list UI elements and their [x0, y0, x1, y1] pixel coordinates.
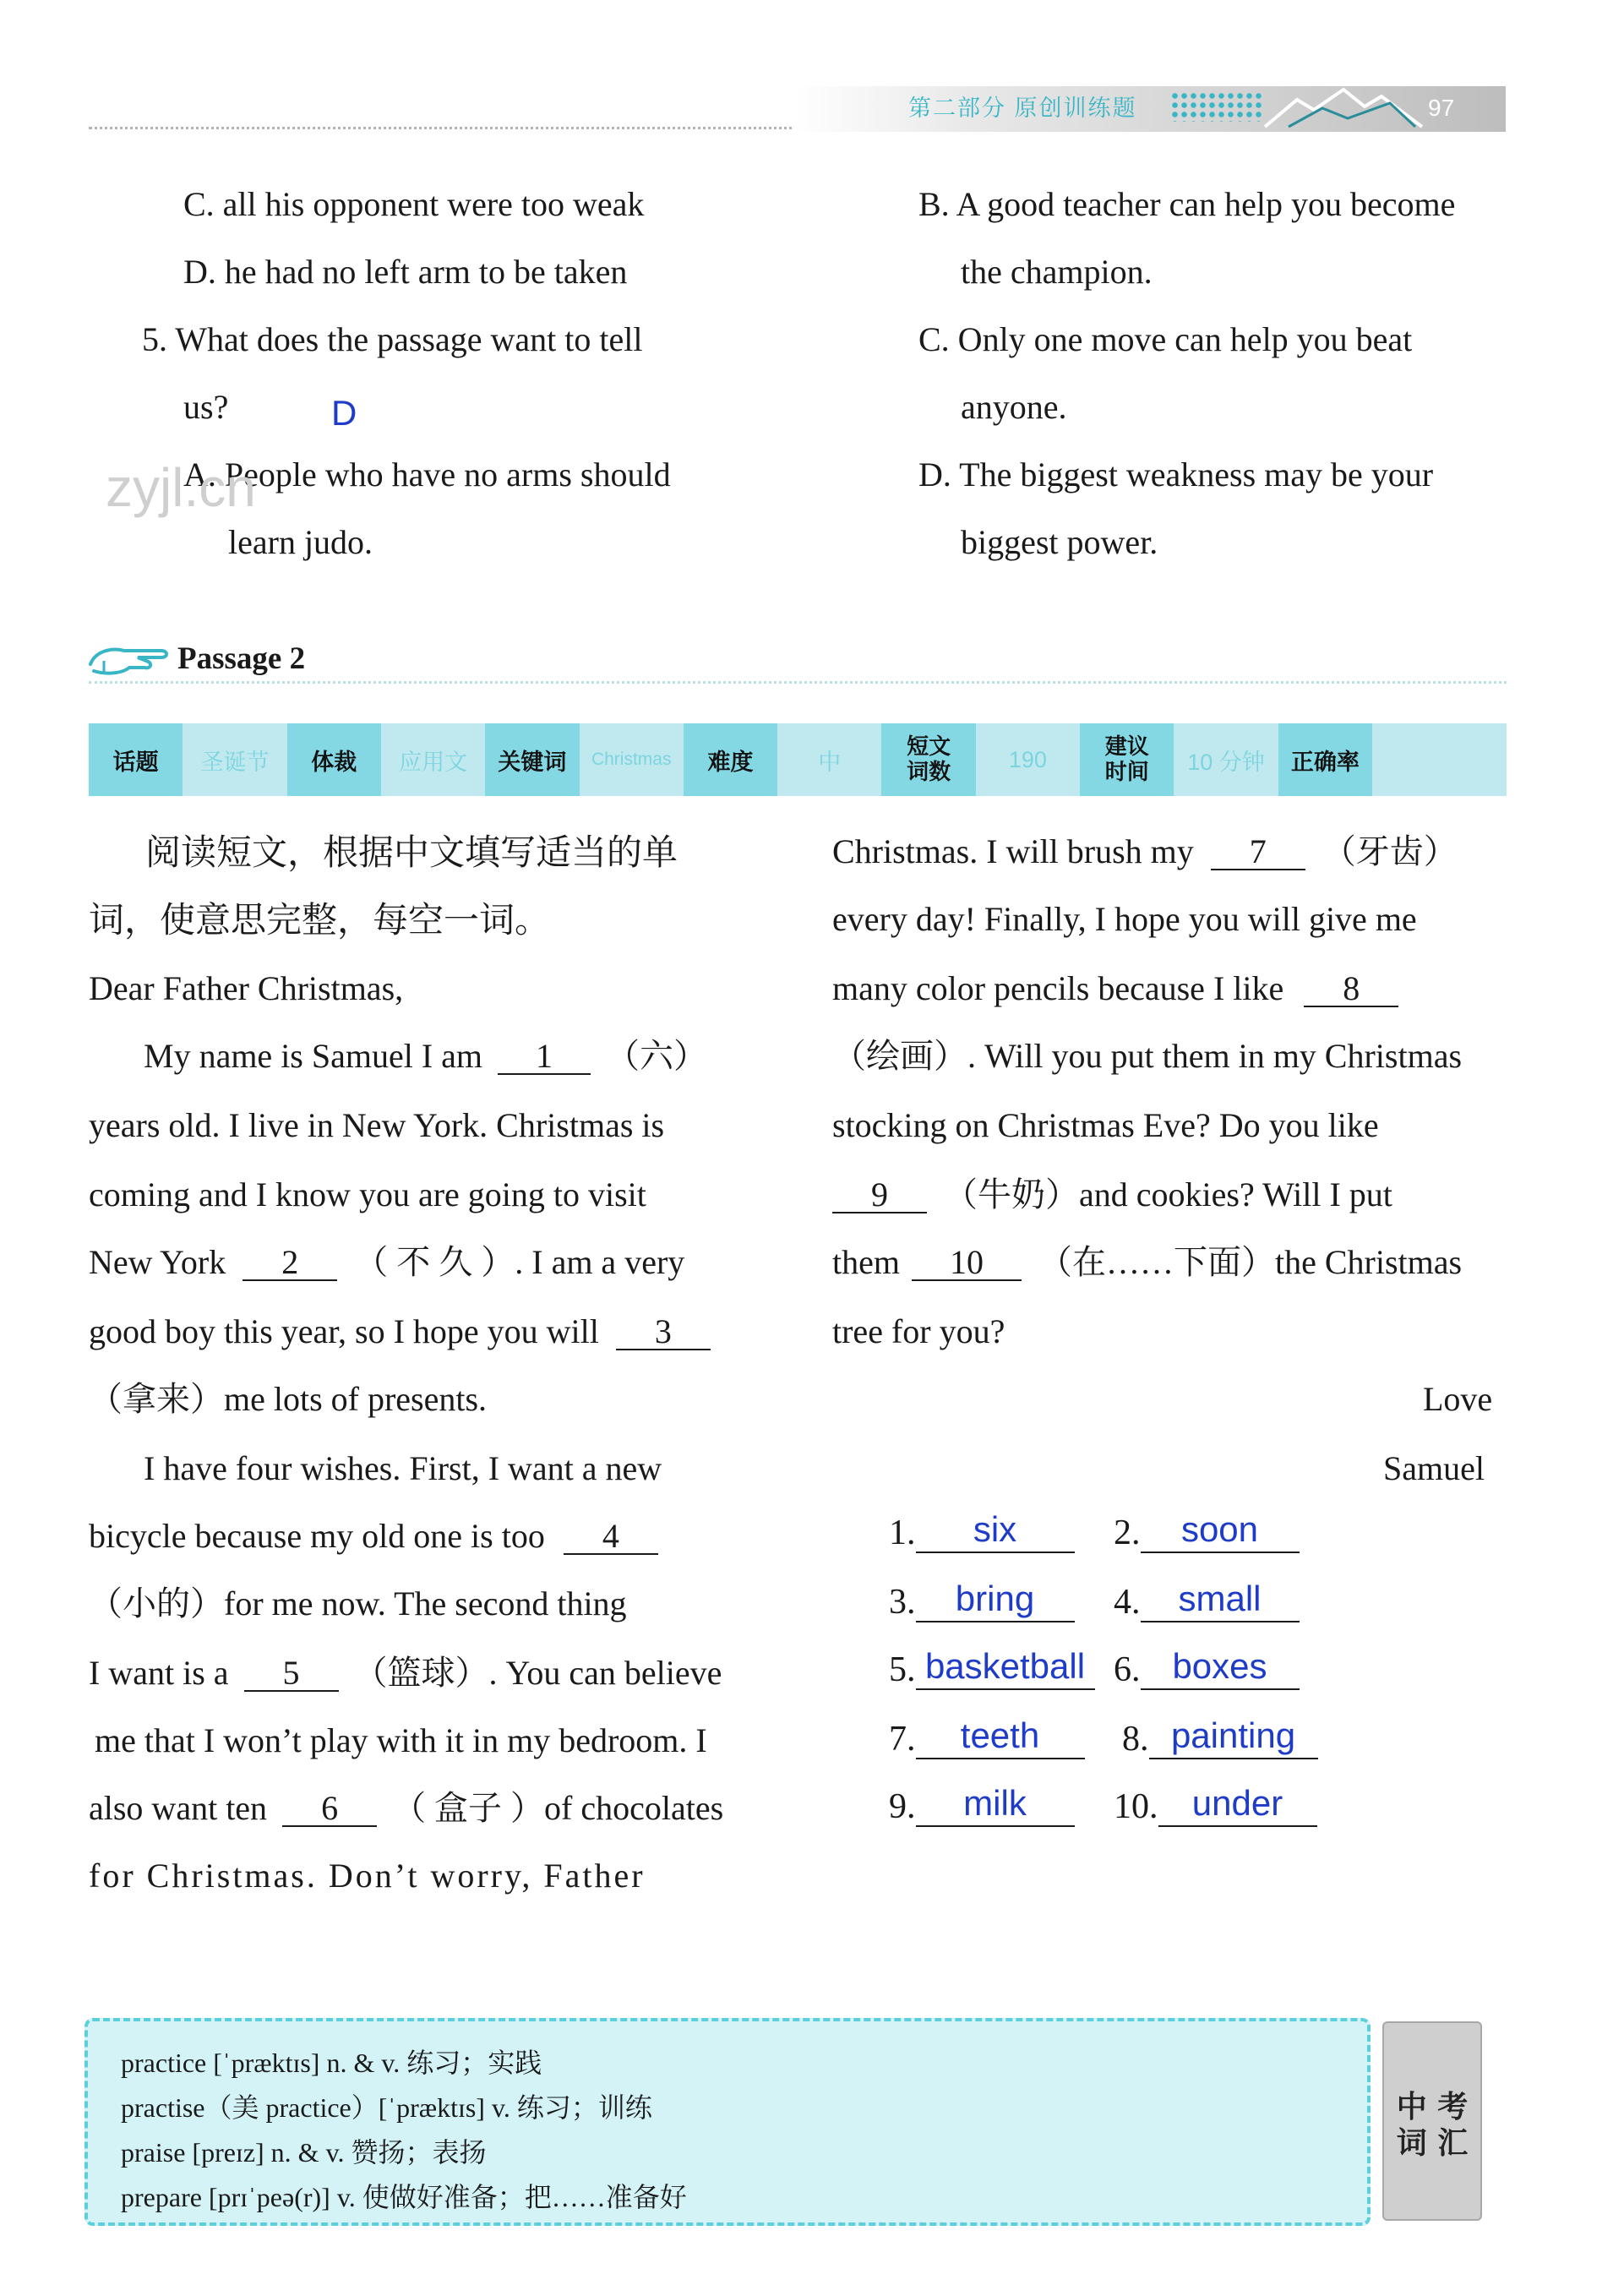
q4-option-d: D. he had no left arm to be taken — [183, 253, 628, 291]
info-time-label — [1080, 723, 1174, 796]
passage-line — [89, 1656, 722, 1692]
answer-line — [916, 1783, 1075, 1827]
info-keyword-value: Christmas — [591, 750, 672, 769]
info-genre-value: 应用文 — [399, 749, 468, 775]
answer-item — [1114, 1509, 1300, 1553]
answer-item — [1114, 1579, 1300, 1622]
q5-option-b: B. A good teacher can help you become — [918, 185, 1456, 223]
passage-rule — [89, 681, 1507, 684]
info-difficulty-value: 中 — [818, 749, 842, 775]
blank-5: 5 — [244, 1656, 339, 1692]
vocab-entry: praise [preɪz] n. & v. 赞扬；表扬 — [121, 2137, 487, 2168]
answer-item — [889, 1715, 1085, 1759]
passage-line — [89, 1312, 711, 1350]
answer-number: 5. — [889, 1650, 916, 1689]
passage-text: I want is a — [89, 1654, 229, 1692]
info-difficulty-label: 难度 — [684, 723, 777, 796]
passage-line — [832, 1243, 1463, 1281]
instructions-line2: 词，使意思完整，每空一词。 — [89, 899, 551, 941]
answer-number: 6. — [1114, 1650, 1141, 1689]
passage-title: Passage 2 — [177, 641, 306, 676]
info-wordcount-label-line1: 短文 — [907, 733, 951, 760]
passage-line: （绘画）. Will you put them in my Christmas — [832, 1037, 1463, 1075]
answer-text: boxes — [1172, 1646, 1267, 1686]
info-time-label-line2: 时间 — [1104, 759, 1149, 784]
answer-number: 2. — [1114, 1513, 1141, 1552]
answer-text: painting — [1170, 1715, 1296, 1755]
answer-number: 9. — [889, 1787, 916, 1826]
q5-option-a: A. People who have no arms should — [183, 455, 671, 494]
vocab-entry: practise（美 practice）[ˈpræktɪs] v. 练习；训练 — [121, 2092, 652, 2123]
passage-text: many color pencils because I like — [832, 969, 1284, 1007]
dot-pattern — [1170, 91, 1263, 122]
header-rule — [89, 127, 798, 129]
passage-line — [832, 1175, 1392, 1213]
blank-3: 3 — [616, 1315, 711, 1350]
info-genre-label: 体裁 — [287, 723, 381, 796]
passage-line: （拿来）me lots of presents. — [89, 1380, 488, 1418]
blank-10: 10 — [912, 1246, 1022, 1281]
answer-text: bring — [955, 1579, 1035, 1618]
blank-2: 2 — [243, 1246, 337, 1281]
answer-number: 8. — [1122, 1720, 1149, 1759]
blank-6: 6 — [282, 1791, 377, 1827]
q5-option-d: D. The biggest weakness may be your — [918, 455, 1434, 494]
passage-line — [89, 1519, 658, 1555]
info-keyword-label: 关键词 — [485, 723, 579, 796]
vocab-tag-label — [1390, 2089, 1474, 2162]
answer-text: teeth — [960, 1715, 1040, 1755]
blank-7: 7 — [1211, 835, 1305, 870]
passage-line — [89, 1243, 685, 1281]
passage-hint: （ 不 久 ）. I am a very — [354, 1243, 685, 1281]
passage-line: years old. I live in New York. Christmas is — [89, 1106, 665, 1144]
passage-line — [144, 1039, 707, 1075]
answer-line — [1141, 1579, 1300, 1622]
answer-number: 1. — [889, 1513, 916, 1552]
info-wordcount-value: 190 — [1008, 746, 1047, 772]
page-number: 97 — [1428, 95, 1455, 121]
answer-item — [889, 1579, 1075, 1622]
passage-line: for Christmas. Don’t worry, Father — [89, 1857, 646, 1895]
info-wordcount-label-line2: 词数 — [907, 759, 951, 784]
passage-line: tree for you? — [832, 1312, 1005, 1350]
passage-line: coming and I know you are going to visit — [89, 1175, 646, 1213]
passage-line — [89, 1791, 723, 1827]
passage-info-bar — [89, 723, 1507, 796]
passage-text: Christmas. I will brush my — [832, 832, 1194, 870]
answer-number: 4. — [1114, 1583, 1141, 1622]
passage-line: stocking on Christmas Eve? Do you like — [832, 1106, 1379, 1144]
answer-item — [1122, 1715, 1318, 1759]
q5-question-cont: us? — [183, 388, 229, 426]
q5-option-c: C. Only one move can help you beat — [918, 320, 1413, 358]
vocab-entry: practice [ˈpræktɪs] n. & v. 练习；实践 — [121, 2048, 542, 2078]
answer-line — [916, 1646, 1095, 1690]
vocab-tag-line2: 词 汇 — [1396, 2126, 1469, 2162]
passage-text: New York — [89, 1243, 226, 1281]
passage-line: （小的）for me now. The second thing — [89, 1584, 627, 1622]
answer-text: basketball — [924, 1646, 1086, 1686]
q5-answer: D — [331, 393, 357, 433]
passage-text: good boy this year, so I hope you will — [89, 1312, 599, 1350]
q5-option-b-cont: the champion. — [961, 253, 1153, 291]
letter-closing: Love — [1423, 1380, 1493, 1418]
passage-line: every day! Finally, I hope you will give me — [832, 900, 1417, 938]
info-time-label-line1: 建议 — [1104, 733, 1149, 760]
answer-item — [1114, 1783, 1317, 1827]
pointing-hand-icon — [87, 635, 172, 679]
answer-item — [1114, 1646, 1300, 1690]
info-accuracy-value — [1372, 723, 1507, 796]
info-topic-value: 圣诞节 — [200, 749, 270, 775]
letter-greeting: Dear Father Christmas, — [89, 969, 404, 1007]
answer-item — [889, 1646, 1095, 1690]
passage-hint: （ 盒子 ）of chocolates — [392, 1789, 724, 1827]
q5-option-a-cont: learn judo. — [228, 523, 373, 561]
passage-text: My name is Samuel I am — [144, 1037, 483, 1075]
answer-text: small — [1178, 1579, 1262, 1618]
watermark: zyjl.cn — [106, 457, 256, 518]
answer-text: soon — [1180, 1509, 1259, 1549]
blank-1: 1 — [498, 1039, 591, 1075]
passage-text: them — [832, 1243, 900, 1281]
answer-number: 10. — [1114, 1787, 1158, 1826]
passage-text: also want ten — [89, 1789, 268, 1827]
answer-number: 3. — [889, 1583, 916, 1622]
info-wordcount-label — [881, 723, 975, 796]
info-topic-label: 话题 — [89, 723, 183, 796]
passage-hint: （篮球）. You can believe — [353, 1654, 722, 1692]
blank-4: 4 — [564, 1519, 658, 1555]
answer-line — [1158, 1783, 1317, 1827]
blank-8: 8 — [1304, 972, 1398, 1007]
passage-line — [832, 832, 1458, 870]
vocab-tag-line1: 中 考 — [1396, 2090, 1469, 2124]
answer-line — [916, 1509, 1075, 1553]
passage-line: me that I won’t play with it in my bedroom. I — [95, 1721, 707, 1759]
passage-line — [832, 969, 1398, 1007]
answer-item — [889, 1783, 1075, 1827]
passage-text: bicycle because my old one is too — [89, 1517, 545, 1555]
letter-signature: Samuel — [1383, 1449, 1485, 1487]
q5-option-c-cont: anyone. — [961, 388, 1067, 426]
instructions-line1: 阅读短文，根据中文填写适当的单 — [145, 832, 678, 873]
blank-9: 9 — [832, 1178, 927, 1213]
passage-hint: （在……下面）the Christmas — [1038, 1243, 1463, 1281]
answer-line — [1141, 1646, 1300, 1690]
answer-line — [1149, 1715, 1318, 1759]
q4-option-c: C. all his opponent were too weak — [183, 185, 645, 223]
answer-text: under — [1191, 1783, 1283, 1823]
answer-text: six — [973, 1509, 1017, 1549]
q5-question: 5. What does the passage want to tell — [142, 320, 643, 358]
answer-line — [916, 1579, 1075, 1622]
passage-hint: （牙齿） — [1322, 832, 1458, 870]
q5-option-d-cont: biggest power. — [961, 523, 1158, 561]
passage-line: I have four wishes. First, I want a new — [144, 1449, 662, 1487]
section-label: 第二部分 原创训练题 — [908, 95, 1137, 121]
passage-hint: （牛奶）and cookies? Will I put — [944, 1175, 1392, 1213]
answer-number: 7. — [889, 1720, 916, 1759]
info-time-value: 10 分钟 — [1187, 749, 1265, 775]
mountain-icon — [1263, 85, 1424, 132]
vocab-entry: prepare [prɪˈpeə(r)] v. 使做好准备；把……准备好 — [121, 2182, 687, 2212]
answer-item — [889, 1509, 1075, 1553]
answer-text: milk — [963, 1783, 1027, 1823]
passage-hint: （六） — [606, 1037, 708, 1075]
answer-line — [916, 1715, 1085, 1759]
info-accuracy-label: 正确率 — [1278, 723, 1372, 796]
answer-line — [1141, 1509, 1300, 1553]
